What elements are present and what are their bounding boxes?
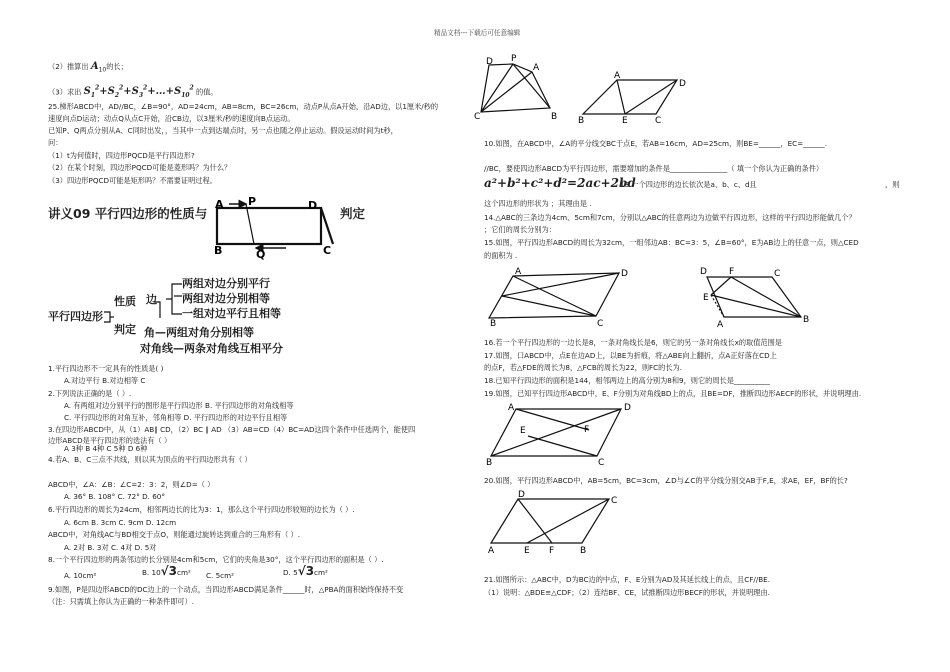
q13: 13.一个四边形的边长依次是a、b、c、d且 — [620, 180, 757, 189]
p25-line6: （2）在某个时刻，四边形PQCD可能是菱形吗？为什么？ — [48, 163, 232, 172]
f4-E: E — [703, 293, 709, 303]
f1-A: A — [533, 63, 540, 73]
map-b1: 两组对边分别平行 — [182, 277, 270, 290]
q21: 21.如图所示：△ABC中，D为BC边的中点，F、E分别为AD及其延长线上的点，且CF//BE. — [484, 575, 771, 584]
q17: 17.如图，口ABCD中，点E在边AD上，以BE为折痕，将△ABE向上翻折，点A正好落在CD上 — [484, 351, 777, 360]
q14-2: ；它们的周长分别为： — [484, 225, 556, 234]
fig-label-D: D — [308, 199, 318, 212]
lecture-title-tail: 判定 — [340, 206, 366, 221]
figure-q19 — [491, 409, 621, 456]
f3-D: D — [621, 269, 628, 279]
q21-2: （1）说明：△BDE≌△CDF；（2）连结BF、CE，试推断四边形BECF的形状，并说明理由. — [484, 588, 770, 597]
f6-B: B — [580, 546, 587, 556]
q15-2: 的面积为 . — [484, 251, 518, 260]
p25-line4: 问： — [48, 138, 63, 147]
q3-line: （3）求出 $S_1^2+S_2^2+S_3^2+\dots+S_{10}^2$ 的值。 — [48, 85, 218, 100]
p25-line1: 25.梯形ABCD中，AD//BC，∠B=90°，AD=24cm，AB=8cm，BC=26cm，动点P从点A开始，沿AD边，以1厘米/秒的 — [48, 102, 439, 111]
q6: 6.平行四边形的周长为24cm，相邻两边长的比为3：1，那么这个平行四边形较短的边长为（ ）. — [48, 505, 355, 514]
map-bian: 边 — [146, 293, 157, 306]
q4: 4.若A、B、C三点不共线，则以其为顶点的平行四边形共有（ ） — [48, 455, 252, 464]
map-b3: 一组对边平行且相等 — [182, 307, 281, 320]
fig-label-P: P — [248, 195, 257, 208]
q8-b: B. 10√3cm² — [142, 564, 191, 578]
q3b-2: 边形ABCD是平行四边形的选法有（ ） — [48, 436, 172, 445]
f6-C: C — [611, 496, 618, 506]
q2b-cd: C. 平行四边形的对角互补，邻角相等 D. 平行四边形的对边平行且相等 — [64, 413, 288, 422]
f6-E: E — [524, 546, 530, 556]
q1: 1.平行四边形不一定具有的性质是( ) — [48, 364, 164, 373]
q3b-1: 3.在四边形ABCD中，从（1）AB∥ CD，（2）BC ∥ AD （3）AB=CD（4）BC=AD这四个条件中任选两个，能使四 — [48, 425, 416, 434]
q13-formula: a²+b²+c²+d²=2ac+2bd — [484, 176, 636, 190]
q7: ABCD中，对角线AC与BD相交于点O，则能通过旋转达到重合的三角形有（ ）. — [48, 530, 301, 539]
q13-tail: ，则 — [885, 180, 900, 189]
page-header: 精品文档---下载后可任意编辑 — [434, 29, 521, 37]
f2-A: A — [614, 71, 621, 81]
f2-E: E — [622, 116, 628, 126]
q16: 16.若一个平行四边形的一边长是8，一条对角线长是6，则它的另一条对角线长x的取值范围是 — [484, 338, 782, 347]
f3-B: B — [490, 319, 497, 329]
figure-parallelogram-abcde — [583, 80, 677, 114]
map-b2: 两组对边分别相等 — [182, 292, 270, 305]
q9-1: 9.如图，P是四边形ABCD的DC边上的一个动点，当四边形ABCD满足条件______时，△PBA的面积始终保持不变 — [48, 585, 404, 594]
f4-B: B — [803, 315, 810, 325]
fig-label-A: A — [215, 198, 224, 211]
p25-line2: 速度向点D运动；动点Q从点C开始，沿CB边，以3厘米/秒的速度向B点运动。 — [48, 114, 295, 123]
f5-B: B — [486, 458, 493, 468]
q9-2: （注：只需填上你认为正确的一种条件即可）. — [48, 597, 195, 606]
q19: 19.如图，已知平行四边形ABCD中，E、F分别为对角线BD上的点，且BE=DF，推断四边形AECF的形状，并说明理由. — [484, 389, 862, 398]
f3-A: A — [515, 267, 522, 277]
q13-2: 这个四边形的形状为 ；其理由是 . — [484, 199, 592, 208]
q2-line: （2）推算出 $A_{10}$的长； — [48, 61, 128, 74]
p25-line5: （1）t为何值时，四边形PQCD是平行四边形? — [48, 151, 195, 160]
p25-line3: 已知P、Q两点分别从A、C同时出发，，当其中一点到达端点时，另一点也随之停止运动。假设运动时间为t秒， — [48, 126, 398, 135]
f2-C: C — [655, 116, 662, 126]
q5: ABCD中，∠A：∠B：∠C=2：3：2，则∠D=（ ） — [48, 480, 215, 489]
q14: 14.△ABC的三条边为4cm、5cm和7cm，分别以△ABC的任意两边为边做平行四边形，这样的平行四边形能做几个？ — [484, 213, 856, 222]
figure-pentagon — [481, 64, 550, 112]
f5-D: D — [624, 403, 631, 413]
f4-F: F — [729, 267, 735, 277]
map-xingzhi: 性质 — [114, 295, 136, 308]
q3b-3: A 3种 B 4种 C 5种 D 6种 — [64, 444, 148, 453]
q8: 8.一个平行四边形的两条邻边的长分别是4cm和5cm，它们的夹角是30°，这个平行四边形的面积是（ ）. — [48, 555, 384, 564]
fig-label-B: B — [214, 244, 223, 257]
f6-F: F — [549, 546, 555, 556]
f2-B: B — [578, 116, 585, 126]
q7-options: A. 2对 B. 3对 C. 4对 D. 5对 — [64, 543, 157, 552]
f4-D: D — [700, 267, 707, 277]
f6-A: A — [488, 546, 495, 556]
fig-label-Q: Q — [256, 248, 266, 261]
f1-B: B — [551, 112, 558, 122]
f6-D: D — [518, 490, 525, 500]
f5-C: C — [598, 458, 605, 468]
f4-C: C — [774, 269, 781, 279]
map-duijiao: 对角线—两条对角线互相平分 — [140, 342, 283, 355]
f5-E: E — [520, 426, 526, 436]
q6-options: A. 6cm B. 3cm C. 9cm D. 12cm — [64, 518, 177, 527]
f1-P: P — [511, 54, 517, 64]
f5-A: A — [508, 403, 515, 413]
map-jiao: 角—两组对角分别相等 — [144, 326, 254, 339]
f1-D: D — [486, 57, 493, 67]
q17-2: 的点F，若△FDE的周长为8，△FCB的周长为22，则FC的长为. — [484, 363, 683, 372]
p25-line7: （3）四边形PQCD可能是矩形吗？不需要证明过程。 — [48, 176, 217, 185]
q2b-ab: A. 有两组对边分别平行的图形是平行四边形 B. 平行四边形的对角线相等 — [64, 401, 294, 410]
q8-c: C. 5cm² — [206, 571, 234, 580]
q10: 10.如图，在ABCD中，∠A的平分线交BC于点E，若AB=16cm，AD=25cm，则BE=______，EC=______. — [484, 139, 828, 148]
map-root: 平行四边形 — [48, 310, 103, 323]
f3-C: C — [597, 319, 604, 329]
q15: 15.如图，平行四边形ABCD的周长为32cm，一组邻边AB：BC=3：5，∠B=60°，E为AB边上的任意一点，则△CED — [484, 238, 859, 247]
q11: //BC，要使四边形ABCD为平行四边形，需要增加的条件是________________（ 填一个你认为正确的条件） — [484, 164, 824, 173]
f5-F: F — [584, 425, 590, 435]
q8-a: A. 10cm² — [64, 571, 97, 580]
f1-C: C — [474, 112, 481, 122]
figure-q17 — [707, 277, 801, 317]
q18: 18.已知平行四边形的面积是144，相邻两边上的高分别为8和9，则它的周长是__________ — [484, 376, 770, 385]
q20: 20.如图，平行四边形ABCD中，AB=5cm，BC=3cm，∠D与∠C的平分线分别交AB于F,E，求AE，EF，BF的长? — [484, 476, 848, 485]
figure-q20 — [491, 499, 609, 543]
q1-options: A.对边平行 B.对边相等 C — [64, 376, 146, 385]
q5-options: A. 36° B. 108° C. 72° D. 60° — [64, 492, 165, 501]
f2-D: D — [679, 79, 686, 89]
fig-label-C: C — [323, 244, 332, 257]
f4-A: A — [717, 320, 724, 330]
lecture-title: 讲义09 平行四边形的性质与 — [48, 206, 208, 221]
figure-q15 — [489, 273, 619, 318]
q8-d: D. 5√3cm² — [283, 564, 328, 578]
q2b: 2.下列说法正确的是（ ）. — [48, 389, 132, 398]
map-panding: 判定 — [114, 323, 136, 336]
